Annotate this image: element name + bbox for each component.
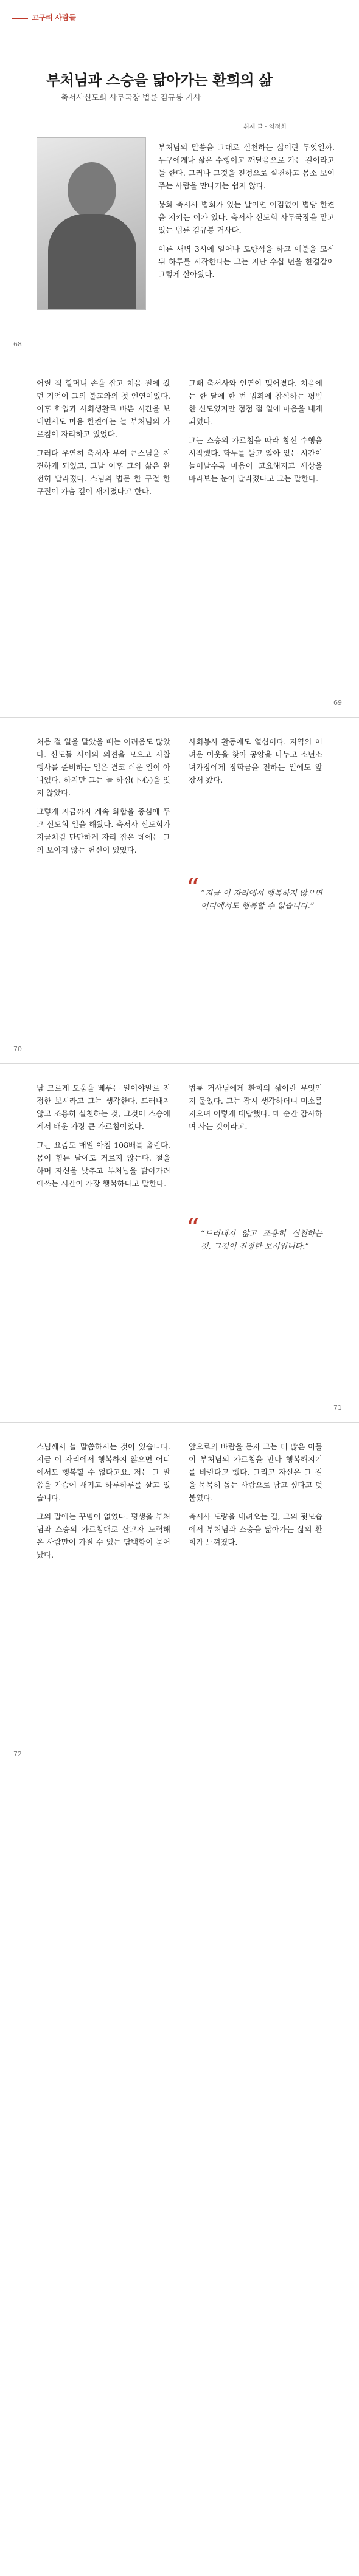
paragraph: 축서사 도량을 내려오는 길, 그의 뒷모습에서 부처님과 스승을 닮아가는 삶의 환희가 느껴졌다. xyxy=(189,1512,322,1547)
paragraph: 법륜 거사님에게 환희의 삶이란 무엇인지 물었다. 그는 잠시 생각하더니 미소를 지으며 이렇게 대답했다. 매 순간 감사하며 사는 것이라고. xyxy=(189,1084,322,1131)
page-70-left-column xyxy=(37,735,170,856)
portrait-photo xyxy=(37,137,146,310)
paragraph: 그는 스승의 가르침을 따라 참선 수행을 시작했다. 화두를 들고 앉아 있는 시간이 늘어날수록 마음이 고요해지고 세상을 바라보는 눈이 달라졌다고 그는 말한다. xyxy=(189,436,322,483)
article-subtitle: 축서사신도회 사무국장 법륜 김규봉 거사 xyxy=(61,94,201,103)
page-number: 72 xyxy=(13,1750,22,1758)
page-divider xyxy=(0,717,359,718)
section-tag xyxy=(12,12,76,22)
paragraph: 봉화 축서사 법회가 있는 날이면 어김없이 법당 한켠을 지키는 이가 있다. 축서사 신도회 사무국장을 맡고 있는 법륜 김규봉 거사다. xyxy=(158,200,335,235)
page-70-right-column xyxy=(189,735,322,786)
byline: 취재 글 · 임정희 xyxy=(243,124,287,131)
section-tag-rule xyxy=(12,18,28,19)
paragraph: 스님께서 늘 말씀하시는 것이 있습니다. 지금 이 자리에서 행복하지 않으면 어디에서도 행복할 수 없다고요. 저는 그 말씀을 가슴에 새기고 하루하루를 살고 있습니다. xyxy=(37,1442,170,1502)
section-tag-label: 고구려 사람들 xyxy=(32,13,76,22)
page-69-right-column xyxy=(189,377,322,485)
page-number: 68 xyxy=(13,340,22,348)
page-72-left-column xyxy=(37,1440,170,1561)
paragraph: 그의 말에는 꾸밈이 없었다. 평생을 부처님과 스승의 가르침대로 살고자 노력해 온 사람만이 가질 수 있는 담백함이 묻어났다. xyxy=(37,1512,170,1559)
page-number: 69 xyxy=(333,699,342,707)
page-divider xyxy=(0,1422,359,1423)
page-72-right-column xyxy=(189,1440,322,1548)
page-68-column xyxy=(158,141,335,281)
pull-quote: “드러내지 않고 조용히 실천하는 것, 그것이 진정한 보시입니다.” xyxy=(201,1229,322,1251)
page-69-left-column xyxy=(37,377,170,498)
paragraph: 어릴 적 할머니 손을 잡고 처음 절에 갔던 기억이 그의 불교와의 첫 인연이었다. 이후 학업과 사회생활로 바쁜 시간을 보내면서도 마음 한켠에는 늘 부처님의 가르침이 자리하고 있었다. xyxy=(37,379,170,439)
page-71-right-column xyxy=(189,1082,322,1133)
paragraph: 처음 절 일을 맡았을 때는 어려움도 많았다. 신도들 사이의 의견을 모으고 사찰 행사를 준비하는 일은 결코 쉬운 일이 아니었다. 하지만 그는 늘 하심(下心)을 잊지 않았다. xyxy=(37,737,170,797)
paragraph: 이른 새벽 3시에 일어나 도량석을 하고 예불을 모신 뒤 하루를 시작한다는 그는 지난 수십 년을 한결같이 그렇게 살아왔다. xyxy=(158,244,335,279)
page-divider xyxy=(0,1063,359,1064)
article-title: 부처님과 스승을 닮아가는 환희의 삶 xyxy=(46,71,273,89)
quote-mark: “ xyxy=(186,873,200,902)
paragraph: 그러다 우연히 축서사 무여 큰스님을 친견하게 되었고, 그날 이후 그의 삶은 완전히 달라졌다. 스님의 법문 한 구절 한 구절이 가슴 깊이 새겨졌다고 한다. xyxy=(37,448,170,496)
pull-quote: “지금 이 자리에서 행복하지 않으면 어디에서도 행복할 수 없습니다.” xyxy=(201,889,322,911)
page-number: 71 xyxy=(333,1404,342,1412)
paragraph: 남 모르게 도움을 베푸는 일이야말로 진정한 보시라고 그는 생각한다. 드러내지 않고 조용히 실천하는 것, 그것이 스승에게서 배운 가장 큰 가르침이었다. xyxy=(37,1084,170,1131)
portrait-body-shape xyxy=(48,214,136,309)
quote-mark: “ xyxy=(186,1213,200,1243)
portrait-head-shape xyxy=(68,162,116,218)
paragraph: 앞으로의 바람을 묻자 그는 더 많은 이들이 부처님의 가르침을 만나 행복해지기를 바란다고 했다. 그리고 자신은 그 길을 묵묵히 돕는 사람으로 남고 싶다고 덧붙였다. xyxy=(189,1442,322,1502)
paragraph: 그렇게 지금까지 계속 화합을 중심에 두고 신도회 일을 해왔다. 축서사 신도회가 지금처럼 단단하게 자리 잡은 데에는 그의 보이지 않는 헌신이 있었다. xyxy=(37,807,170,854)
paragraph: 그때 축서사와 인연이 맺어졌다. 처음에는 한 달에 한 번 법회에 참석하는 평범한 신도였지만 점점 절 일에 마음을 내게 되었다. xyxy=(189,379,322,426)
paragraph: 사회봉사 활동에도 열심이다. 지역의 어려운 이웃을 찾아 공양을 나누고 소년소녀가장에게 장학금을 전하는 일에도 앞장서 왔다. xyxy=(189,737,322,785)
page-number: 70 xyxy=(13,1045,22,1053)
paragraph: 부처님의 말씀을 그대로 실천하는 삶이란 무엇일까. 누구에게나 삶은 수행이고 깨달음으로 가는 길이라고들 한다. 그러나 그것을 진정으로 실천하고 몸소 보여주는 사람을 만나기는 쉽지 않다. xyxy=(158,143,335,190)
page-71-left-column xyxy=(37,1082,170,1190)
paragraph: 그는 요즘도 매일 아침 108배를 올린다. 몸이 힘든 날에도 거르지 않는다. 절을 하며 자신을 낮추고 부처님을 닮아가려 애쓰는 시간이 가장 행복하다고 말한다. xyxy=(37,1141,170,1188)
